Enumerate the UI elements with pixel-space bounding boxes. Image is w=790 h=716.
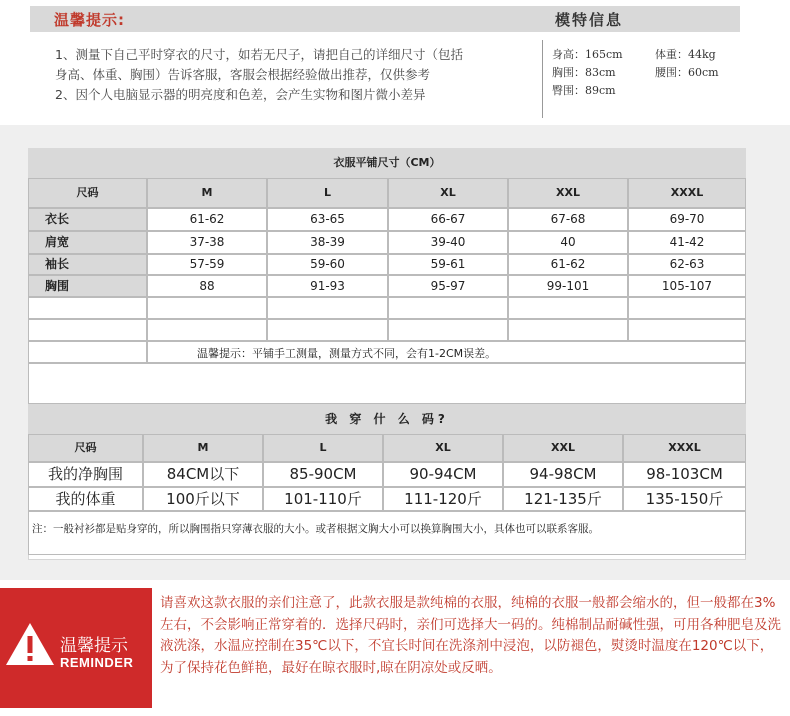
fit-header-label: 尺码 bbox=[28, 434, 143, 462]
empty-cell bbox=[628, 319, 746, 341]
fit-cell: 135-150斤 bbox=[623, 487, 746, 511]
size-header-0: M bbox=[147, 178, 267, 208]
size-table-note: 温馨提示：平铺手工测量，测量方式不同，会有1-2CM误差。 bbox=[197, 347, 497, 360]
size-cell: 62-63 bbox=[628, 254, 746, 275]
empty-cell bbox=[28, 319, 147, 341]
size-cell: 63-65 bbox=[267, 208, 388, 231]
fit-header-2: XL bbox=[383, 434, 503, 462]
size-cell: 59-61 bbox=[388, 254, 508, 275]
warning-icon bbox=[4, 619, 56, 669]
fit-cell: 100斤以下 bbox=[143, 487, 263, 511]
size-header-2: XL bbox=[388, 178, 508, 208]
tip-line-3: 2、因个人电脑显示器的明亮度和色差，会产生实物和图片微小差异 bbox=[55, 87, 426, 102]
reminder-title-en: REMINDER bbox=[60, 655, 134, 670]
empty-row bbox=[28, 363, 746, 404]
size-cell: 105-107 bbox=[628, 275, 746, 297]
size-cell: 40 bbox=[508, 231, 628, 254]
size-cell: 61-62 bbox=[508, 254, 628, 275]
tip-line-2: 身高、体重、胸围）告诉客服，客服会根据经验做出推荐，仅供参考 bbox=[55, 67, 431, 82]
fit-table-title: 我 穿 什 么 码? bbox=[28, 404, 746, 434]
empty-cell bbox=[28, 341, 147, 363]
size-header-1: L bbox=[267, 178, 388, 208]
model-height: 身高：165cm bbox=[552, 48, 623, 61]
fit-cell: 90-94CM bbox=[383, 462, 503, 487]
empty-cell bbox=[388, 319, 508, 341]
fit-table-note: 注：一般衬衫都是贴身穿的，所以胸围指只穿薄衣服的大小。或者根据文胸大小可以换算胸围大小，具体也可以联系客服。 bbox=[32, 523, 599, 535]
size-row-label: 袖长 bbox=[28, 254, 147, 275]
size-cell: 88 bbox=[147, 275, 267, 297]
model-hip: 臀围：89cm bbox=[552, 84, 616, 97]
tip-line-1: 1、测量下自己平时穿衣的尺寸，如若无尺子，请把自己的详细尺寸（包括 bbox=[55, 47, 463, 62]
fit-cell: 121-135斤 bbox=[503, 487, 623, 511]
empty-cell bbox=[628, 297, 746, 319]
size-cell: 67-68 bbox=[508, 208, 628, 231]
model-divider bbox=[542, 40, 543, 118]
fit-header-0: M bbox=[143, 434, 263, 462]
size-cell: 57-59 bbox=[147, 254, 267, 275]
size-table-title: 衣服平铺尺寸（CM） bbox=[28, 148, 746, 178]
empty-cell bbox=[267, 319, 388, 341]
fit-cell: 98-103CM bbox=[623, 462, 746, 487]
size-row-label: 肩宽 bbox=[28, 231, 147, 254]
fit-cell: 85-90CM bbox=[263, 462, 383, 487]
fit-header-3: XXL bbox=[503, 434, 623, 462]
fit-cell: 84CM以下 bbox=[143, 462, 263, 487]
empty-cell bbox=[508, 319, 628, 341]
fit-cell: 101-110斤 bbox=[263, 487, 383, 511]
empty-cell bbox=[267, 297, 388, 319]
model-info bbox=[552, 46, 752, 100]
model-header bbox=[535, 6, 740, 32]
size-row-label: 衣长 bbox=[28, 208, 147, 231]
size-cell: 99-101 bbox=[508, 275, 628, 297]
top-section bbox=[0, 0, 790, 125]
size-cell: 95-97 bbox=[388, 275, 508, 297]
reminder-badge bbox=[0, 588, 152, 708]
fit-cell: 94-98CM bbox=[503, 462, 623, 487]
size-cell: 37-38 bbox=[147, 231, 267, 254]
fit-cell: 111-120斤 bbox=[383, 487, 503, 511]
size-cell: 91-93 bbox=[267, 275, 388, 297]
model-weight: 体重：44kg bbox=[655, 48, 716, 61]
size-header-3: XXL bbox=[508, 178, 628, 208]
empty-cell bbox=[147, 297, 267, 319]
reminder-text: 请喜欢这款衣服的亲们注意了，此款衣服是款纯棉的衣服，纯棉的衣服一般都会缩水的，但一般都在3%左右，不会影响正常穿着的．选择尺码时，亲们可选择大一码的。纯棉制品耐碱性强，可用各种肥皂及洗液洗涤，水温应控制在35℃以下，不宜长时间在洗涤剂中浸泡，以防褪色，熨烫时温度在120℃以下，为了保持花色鲜艳，最好在晾衣服时,晾在阴凉处或反晒。 bbox=[160, 595, 781, 676]
reminder-title-cn: 温馨提示 bbox=[60, 636, 128, 656]
size-cell: 59-60 bbox=[267, 254, 388, 275]
fit-row-label: 我的体重 bbox=[28, 487, 143, 511]
size-cell: 69-70 bbox=[628, 208, 746, 231]
size-cell: 41-42 bbox=[628, 231, 746, 254]
empty-cell bbox=[28, 297, 147, 319]
model-waist: 腰围：60cm bbox=[655, 66, 719, 79]
size-cell: 38-39 bbox=[267, 231, 388, 254]
size-cell: 39-40 bbox=[388, 231, 508, 254]
tip-header-label: 温馨提示: bbox=[54, 11, 125, 29]
fit-header-4: XXXL bbox=[623, 434, 746, 462]
tip-header bbox=[30, 6, 535, 32]
size-cell: 66-67 bbox=[388, 208, 508, 231]
model-chest: 胸围：83cm bbox=[552, 66, 616, 79]
fit-row-label: 我的净胸围 bbox=[28, 462, 143, 487]
empty-cell bbox=[388, 297, 508, 319]
size-header-4: XXXL bbox=[628, 178, 746, 208]
size-header-label: 尺码 bbox=[28, 178, 147, 208]
empty-cell bbox=[147, 319, 267, 341]
empty-cell bbox=[508, 297, 628, 319]
size-row-label: 胸围 bbox=[28, 275, 147, 297]
model-header-label: 模特信息 bbox=[555, 11, 624, 29]
tips-text bbox=[55, 45, 535, 105]
fit-header-1: L bbox=[263, 434, 383, 462]
size-cell: 61-62 bbox=[147, 208, 267, 231]
